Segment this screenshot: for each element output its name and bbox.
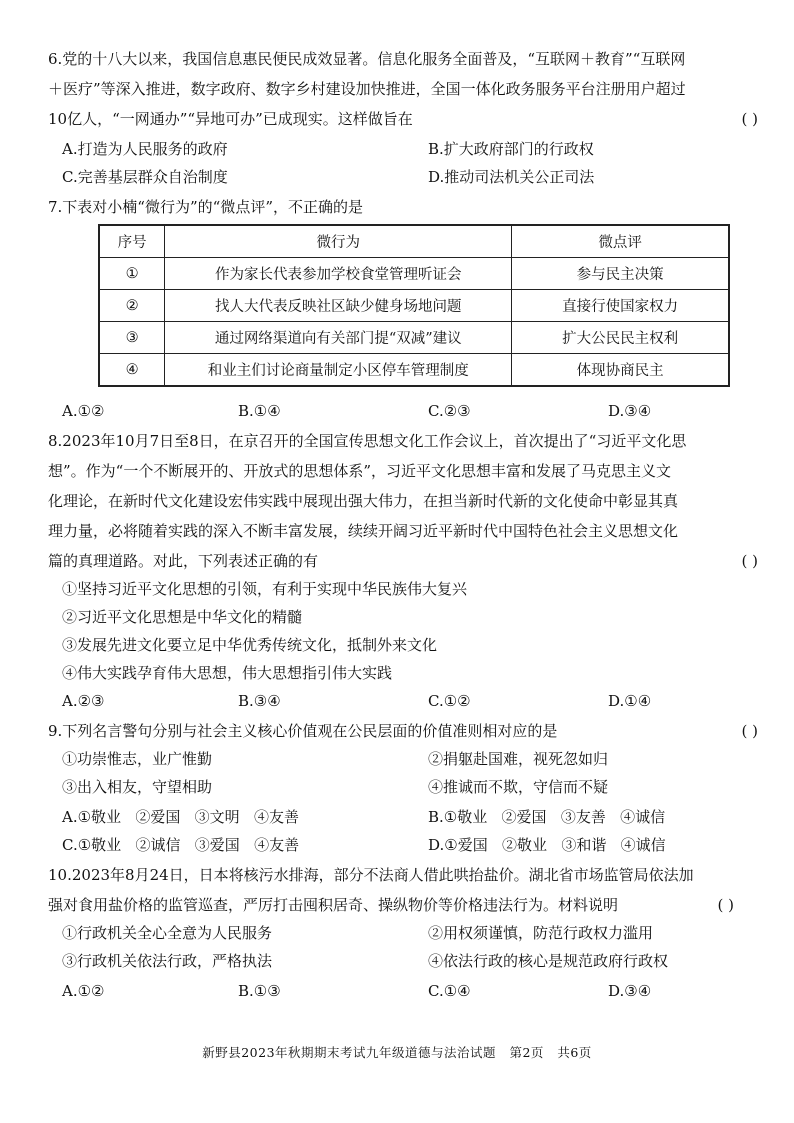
q8-answer-bracket: ( ) bbox=[741, 552, 758, 570]
q7-table-header bbox=[99, 225, 729, 258]
q7-stem: 7.下表对小楠“微行为”的“微点评”，不正确的是 bbox=[48, 198, 363, 216]
q8-item-2: ②习近平文化思想是中华文化的精髓 bbox=[62, 608, 303, 626]
q10-answer-bracket: ( ) bbox=[717, 896, 734, 914]
table-row bbox=[99, 354, 729, 387]
q7-option-b: B.①④ bbox=[238, 402, 281, 420]
q7-row-behavior: 通过网络渠道向有关部门提“双减”建议 bbox=[165, 322, 512, 354]
q10-option-b: B.①③ bbox=[238, 982, 281, 1000]
q7-row-index: ④ bbox=[99, 354, 165, 387]
q10-stem-line-2 bbox=[48, 892, 758, 918]
q6-stem-line-3 bbox=[48, 106, 758, 132]
q10-item-4: ④依法行政的核心是规范政府行政权 bbox=[428, 952, 669, 970]
q9-item-3: ③出入相友，守望相助 bbox=[62, 778, 213, 796]
q6-option-d: D.推动司法机关公正司法 bbox=[428, 168, 595, 186]
q8-item-4: ④伟大实践孕育伟大思想，伟大思想指引伟大实践 bbox=[62, 664, 393, 682]
q10-item-1: ①行政机关全心全意为人民服务 bbox=[62, 924, 273, 942]
q10-option-c: C.①④ bbox=[428, 982, 471, 1000]
q10-item-3: ③行政机关依法行政，严格执法 bbox=[62, 952, 273, 970]
q10-item-2: ②用权须谨慎，防范行政权力滥用 bbox=[428, 924, 654, 942]
q10-stem-text: 强对食用盐价格的监管巡查，严厉打击囤积居奇、操纵物价等价格违法行为。材料说明 bbox=[48, 896, 619, 914]
q6-stem-line-2: ＋医疗”等深入推进，数字政府、数字乡村建设加快推进，全国一体化政务服务平台注册用户超过 bbox=[48, 80, 686, 98]
q6-stem-text: 10亿人，“一网通办”“异地可办”已成现实。这样做旨在 bbox=[48, 110, 413, 128]
q9-answer-bracket: ( ) bbox=[741, 722, 758, 740]
q9-item-2: ②捐躯赴国难，视死忽如归 bbox=[428, 750, 609, 768]
q7-header-comment: 微点评 bbox=[512, 225, 729, 258]
table-row bbox=[99, 290, 729, 322]
q8-stem-line-3: 化理论，在新时代文化建设宏伟实践中展现出强大伟力，在担当新时代新的文化使命中彰显其真 bbox=[48, 492, 679, 510]
q8-item-3: ③发展先进文化要立足中华优秀传统文化，抵制外来文化 bbox=[62, 636, 438, 654]
q9-item-1: ①功崇惟志，业广惟勤 bbox=[62, 750, 213, 768]
q7-row-index: ② bbox=[99, 290, 165, 322]
page-footer: 新野县2023年秋期期末考试九年级道德与法治试题 第2页 共6页 bbox=[202, 1045, 592, 1060]
q7-row-comment: 参与民主决策 bbox=[512, 258, 729, 290]
q6-option-c: C.完善基层群众自治制度 bbox=[62, 168, 228, 186]
q6-answer-bracket: ( ) bbox=[741, 110, 758, 128]
q7-option-a: A.①② bbox=[62, 402, 105, 420]
q7-row-comment: 直接行使国家权力 bbox=[512, 290, 729, 322]
q6-option-b: B.扩大政府部门的行政权 bbox=[428, 140, 594, 158]
q8-item-1: ①坚持习近平文化思想的引领，有利于实现中华民族伟大复兴 bbox=[62, 580, 468, 598]
q7-row-comment: 体现协商民主 bbox=[512, 354, 729, 387]
q8-stem-line-1: 8.2023年10月7日至8日，在京召开的全国宣传思想文化工作会议上，首次提出了“习近平文化思 bbox=[48, 432, 687, 450]
q9-option-a: A.①敬业 ②爱国 ③文明 ④友善 bbox=[62, 808, 299, 826]
q7-row-behavior: 找人大代表反映社区缺少健身场地问题 bbox=[165, 290, 512, 322]
q7-row-behavior: 和业主们讨论商量制定小区停车管理制度 bbox=[165, 354, 512, 387]
q10-option-a: A.①② bbox=[62, 982, 105, 1000]
q8-stem-text: 篇的真理道路。对此，下列表述正确的有 bbox=[48, 552, 319, 570]
q9-item-4: ④推诚而不欺，守信而不疑 bbox=[428, 778, 609, 796]
q10-stem-line-1: 10.2023年8月24日，日本将核污水排海，部分不法商人借此哄抬盐价。湖北省市场监管局依法加 bbox=[48, 866, 694, 884]
q8-stem-line-2: 想”。作为“一个不断展开的、开放式的思想体系”，习近平文化思想丰富和发展了马克思主义文 bbox=[48, 462, 672, 480]
q9-option-b: B.①敬业 ②爱国 ③友善 ④诚信 bbox=[428, 808, 666, 826]
q9-option-c: C.①敬业 ②诚信 ③爱国 ④友善 bbox=[62, 836, 300, 854]
q7-row-behavior: 作为家长代表参加学校食堂管理听证会 bbox=[165, 258, 512, 290]
q8-option-b: B.③④ bbox=[238, 692, 281, 710]
q7-row-index: ① bbox=[99, 258, 165, 290]
q7-option-c: C.②③ bbox=[428, 402, 471, 420]
q6-stem-line-1: 6.党的十八大以来，我国信息惠民便民成效显著。信息化服务全面普及，“互联网＋教育”“互联网 bbox=[48, 50, 686, 68]
q8-option-a: A.②③ bbox=[62, 692, 105, 710]
q7-table bbox=[98, 224, 730, 387]
table-row bbox=[99, 258, 729, 290]
q6-option-a: A.打造为人民服务的政府 bbox=[62, 140, 228, 158]
table-row bbox=[99, 322, 729, 354]
q7-header-index: 序号 bbox=[99, 225, 165, 258]
q10-option-d: D.③④ bbox=[608, 982, 652, 1000]
q9-option-d: D.①爱国 ②敬业 ③和谐 ④诚信 bbox=[428, 836, 666, 854]
q8-stem-line-5 bbox=[48, 548, 758, 574]
q7-row-comment: 扩大公民民主权利 bbox=[512, 322, 729, 354]
q9-stem-text: 9.下列名言警句分别与社会主义核心价值观在公民层面的价值准则相对应的是 bbox=[48, 722, 558, 740]
q7-header-behavior: 微行为 bbox=[165, 225, 512, 258]
q8-stem-line-4: 理力量，必将随着实践的深入不断丰富发展，续续开阔习近平新时代中国特色社会主义思想文化 bbox=[48, 522, 679, 540]
q7-row-index: ③ bbox=[99, 322, 165, 354]
q9-stem-line bbox=[48, 718, 758, 744]
q7-option-d: D.③④ bbox=[608, 402, 652, 420]
q8-option-c: C.①② bbox=[428, 692, 471, 710]
q8-option-d: D.①④ bbox=[608, 692, 652, 710]
